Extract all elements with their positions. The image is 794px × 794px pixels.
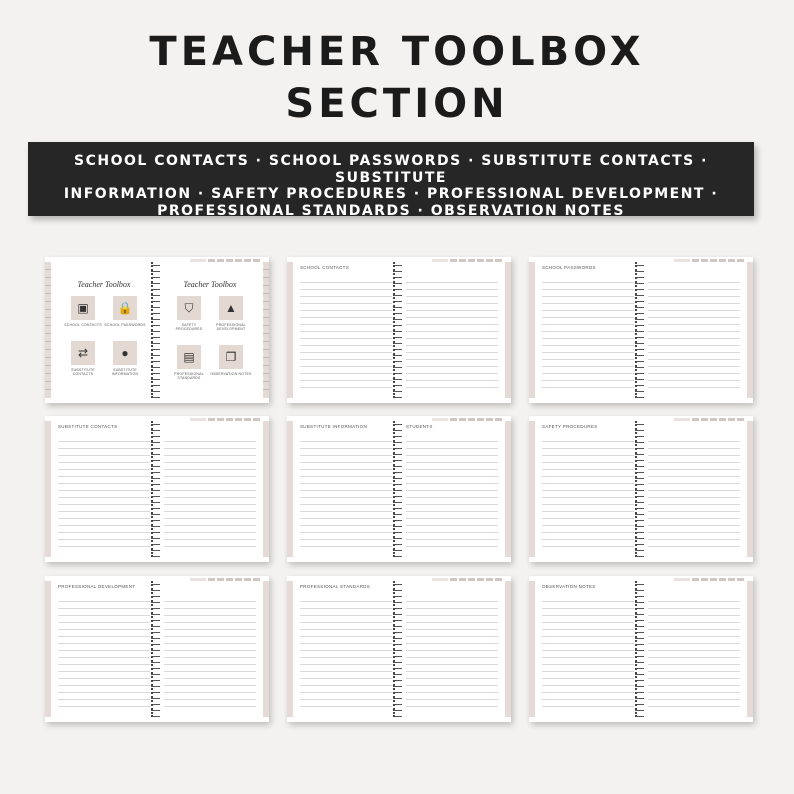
page-title-right: STUDENTS <box>406 424 433 429</box>
card-substitute-contacts <box>45 416 269 562</box>
page-right <box>160 581 260 717</box>
shield-icon: ⛉ <box>177 296 201 320</box>
toolbox-item[interactable] <box>210 296 252 331</box>
ruled-lines <box>58 435 150 551</box>
alert-icon: ● <box>113 341 137 365</box>
page-title: SCHOOL PASSWORDS <box>542 265 596 270</box>
side-tabs-left <box>529 262 535 398</box>
page-right <box>644 262 744 398</box>
page-left <box>296 262 396 398</box>
toolbox-item-label: SCHOOL PASSWORDS <box>104 323 146 327</box>
toolbox-item-label: SAFETY PROCEDURES <box>175 323 203 331</box>
banner-line-3: PROFESSIONAL STANDARDS · OBSERVATION NOTES <box>157 202 625 219</box>
contact-card-icon: ▣ <box>71 296 95 320</box>
side-tabs-right <box>747 262 753 398</box>
side-tabs-right <box>505 262 511 398</box>
ruled-lines <box>648 435 740 551</box>
clipboard-icon: ▤ <box>177 345 201 369</box>
side-tabs-left <box>287 581 293 717</box>
lock-icon: 🔒 <box>113 296 137 320</box>
side-tabs-left <box>45 581 51 717</box>
main-title: TEACHER TOOLBOX <box>149 29 645 75</box>
page-title: PROFESSIONAL DEVELOPMENT <box>58 584 136 589</box>
card-safety-procedures <box>529 416 753 562</box>
toolbox-item-label: SUBSTITUTE CONTACTS <box>71 368 95 376</box>
ruled-lines <box>300 435 392 551</box>
side-tabs-right <box>505 421 511 557</box>
chart-icon: ▲ <box>219 296 243 320</box>
page-right <box>402 581 502 717</box>
sections-banner <box>28 142 754 219</box>
page-left <box>296 581 396 717</box>
card-professional-standards <box>287 576 511 722</box>
page-right <box>402 421 502 557</box>
side-tabs-left <box>529 421 535 557</box>
page-right <box>160 421 260 557</box>
card-substitute-information <box>287 416 511 562</box>
toolbox-item-label: SUBSTITUTE INFORMATION <box>111 368 139 376</box>
side-tabs-left <box>287 262 293 398</box>
side-tabs-right <box>505 581 511 717</box>
toolbox-item[interactable] <box>168 345 210 380</box>
page-left <box>296 421 396 557</box>
side-tabs-left <box>529 581 535 717</box>
ruled-lines <box>164 435 256 551</box>
toolbox-title-right: Teacher Toolbox <box>183 280 237 289</box>
toolbox-item[interactable] <box>62 296 104 327</box>
page-right <box>644 421 744 557</box>
side-tabs-right <box>747 421 753 557</box>
page-left <box>538 262 638 398</box>
page-right <box>644 581 744 717</box>
page-right <box>160 262 260 398</box>
side-tabs-left <box>45 262 51 398</box>
page-title: SCHOOL CONTACTS <box>300 265 350 270</box>
card-teacher-toolbox <box>45 257 269 403</box>
ruled-lines <box>406 595 498 711</box>
ruled-lines <box>406 276 498 392</box>
toolbox-item[interactable] <box>210 345 252 380</box>
toolbox-item-label: PROFESSIONAL STANDARDS <box>174 372 204 380</box>
ruled-lines <box>406 435 498 551</box>
page-left <box>54 581 154 717</box>
ruled-lines <box>58 595 150 711</box>
card-professional-development <box>45 576 269 722</box>
side-tabs-right <box>263 581 269 717</box>
page-left <box>54 421 154 557</box>
page-title: SAFETY PROCEDURES <box>542 424 598 429</box>
side-tabs-right <box>263 421 269 557</box>
ruled-lines <box>648 276 740 392</box>
side-tabs-right <box>263 262 269 398</box>
ruled-lines <box>542 435 634 551</box>
side-tabs-right <box>747 581 753 717</box>
page-title: SUBSTITUTE CONTACTS <box>58 424 118 429</box>
ruled-lines <box>542 276 634 392</box>
toolbox-item-label: SCHOOL CONTACTS <box>64 323 102 327</box>
page-title: PROFESSIONAL STANDARDS <box>300 584 371 589</box>
toolbox-item-label: PROFESSIONAL DEVELOPMENT <box>216 323 246 331</box>
page-title: SUBSTITUTE INFORMATION <box>300 424 368 429</box>
toolbox-item[interactable] <box>168 296 210 331</box>
banner-line-2: INFORMATION · SAFETY PROCEDURES · PROFESSIONAL DEVELOPMENT · <box>63 186 719 202</box>
ruled-lines <box>542 595 634 711</box>
banner-line-1: SCHOOL CONTACTS · SCHOOL PASSWORDS · SUBSTITUTE CONTACTS · SUBSTITUTE <box>74 153 708 186</box>
page-left <box>54 262 154 398</box>
toolbox-title-left: Teacher Toolbox <box>77 280 131 289</box>
page-title: OBSERVATION NOTES <box>542 584 596 589</box>
ruled-lines <box>300 595 392 711</box>
page-left <box>538 421 638 557</box>
card-school-passwords <box>529 257 753 403</box>
side-tabs-left <box>45 421 51 557</box>
documents-icon: ❐ <box>219 345 243 369</box>
ruled-lines <box>300 276 392 392</box>
toolbox-item[interactable] <box>62 341 104 376</box>
card-school-contacts <box>287 257 511 403</box>
main-subtitle: SECTION <box>285 81 509 127</box>
card-observation-notes <box>529 576 753 722</box>
ruled-lines <box>648 595 740 711</box>
ruled-lines <box>164 595 256 711</box>
toolbox-item[interactable] <box>104 341 146 376</box>
side-tabs-left <box>287 421 293 557</box>
toolbox-item[interactable] <box>104 296 146 327</box>
swap-people-icon: ⇄ <box>71 341 95 365</box>
toolbox-item-label: OBSERVATION NOTES <box>210 372 252 376</box>
page-left <box>538 581 638 717</box>
page-right <box>402 262 502 398</box>
